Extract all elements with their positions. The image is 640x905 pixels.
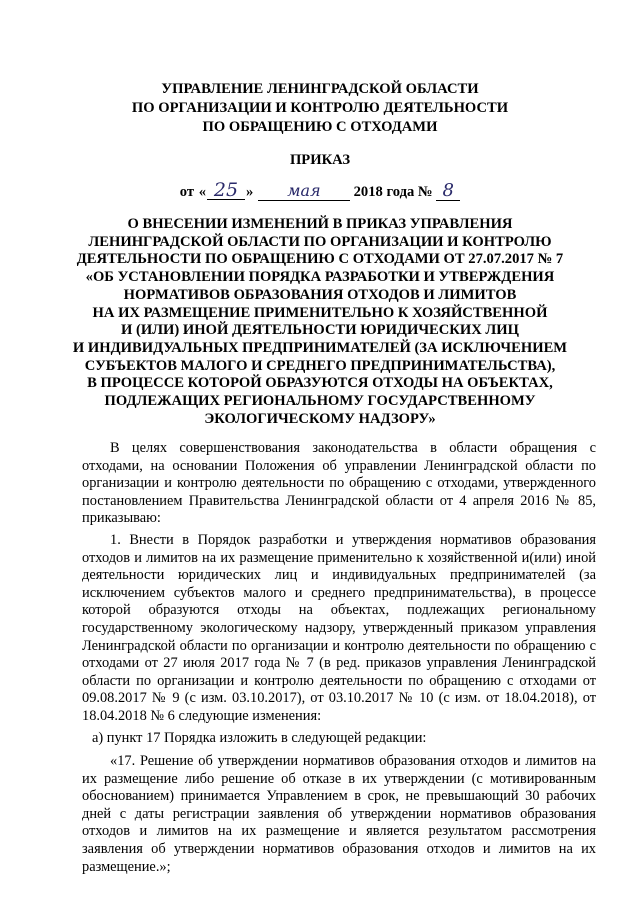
subject-line-3: ДЕЯТЕЛЬНОСТИ ПО ОБРАЩЕНИЮ С ОТХОДАМИ ОТ 27.07.2017 № 7 [76,251,564,268]
date-prefix: от [179,184,195,200]
year-text: 2018 года № [353,184,433,200]
subject-line-4: «ОБ УСТАНОВЛЕНИИ ПОРЯДКА РАЗРАБОТКИ И УТВЕРЖДЕНИЯ [85,269,555,286]
header-line-2: ПО ОРГАНИЗАЦИИ И КОНТРОЛЮ ДЕЯТЕЛЬНОСТИ [131,100,509,116]
subject-line-2: ЛЕНИНГРАДСКОЙ ОБЛАСТИ ПО ОРГАНИЗАЦИИ И КОНТРОЛЮ [88,233,552,250]
order-date-line [40,181,600,203]
order-subject [40,216,600,428]
subject-line-5: НОРМАТИВОВ ОБРАЗОВАНИЯ ОТХОДОВ И ЛИМИТОВ [123,286,517,303]
subject-line-8: И ИНДИВИДУАЛЬНЫХ ПРЕДПРИНИМАТЕЛЕЙ (ЗА ИСКЛЮЧЕНИЕМ [72,339,568,356]
quote-close: » [246,184,254,200]
handwritten-month: мая [258,182,350,201]
order-title: ПРИКАЗ [289,152,351,168]
subject-line-6: НА ИХ РАЗМЕЩЕНИЕ ПРИМЕНИТЕЛЬНО К ХОЗЯЙСТВЕННОЙ [92,304,548,321]
subject-line-11: ПОДЛЕЖАЩИХ РЕГИОНАЛЬНОМУ ГОСУДАРСТВЕННОМУ [104,393,536,410]
subject-line-10: В ПРОЦЕССЕ КОТОРОЙ ОБРАЗУЮТСЯ ОТХОДЫ НА ОБЪЕКТАХ, [87,375,553,392]
handwritten-order-number: 8 [436,182,460,201]
order-body [82,440,596,880]
organization-header [40,80,600,137]
subject-line-1: О ВНЕСЕНИИ ИЗМЕНЕНИЙ В ПРИКАЗ УПРАВЛЕНИЯ [127,216,513,232]
item-1-paragraph: 1. Внести в Порядок разработки и утверждения нормативов образования отходов и лимитов на их размещение применительно к хозяйственной и(или) иной деятельности юридических лиц и индивидуальных предпринимателей (за исключением субъектов малого и среднего предпринимательства), в процессе которой образуются отходы на объектах, подлежащих региональному государственному экологическому надзору, утвержденный приказом управления Ленинградской области по организации и контролю деятельности по обращению с отходами от 27 июля 2017 года № 7 (в ред. приказов управления Ленинградской области по организации и контролю деятельности по обращению с отходами от 09.08.2017 № 9 (с изм. 03.10.2017), от 03.10.2017 № 10 (с изм. от 18.04.2018), от 18.04.2018 № 6 следующие изменения: [82,531,596,724]
item-a-paragraph: а) пункт 17 Порядка изложить в следующей редакции: [92,729,427,746]
subject-line-7: И (ИЛИ) ИНОЙ ДЕЯТЕЛЬНОСТИ ЮРИДИЧЕСКИХ ЛИЦ [120,322,520,339]
clause-17-paragraph: «17. Решение об утверждении нормативов образования отходов и лимитов на их размещение либо решение об отказе в их утверждении (с мотивированным обоснованием) принимается Управлением в срок, не превышающий 30 рабочих дней с даты регистрации заявления об утверждении нормативов образования отходов и лимитов на их размещение и является результатом рассмотрения заявления об утверждении нормативов образования отходов и лимитов на их размещение.»; [82,753,596,875]
header-line-3: ПО ОБРАЩЕНИЮ С ОТХОДАМИ [202,119,438,135]
quote-open: « [198,184,206,200]
subject-line-12: ЭКОЛОГИЧЕСКОМУ НАДЗОРУ» [204,410,436,427]
header-line-1: УПРАВЛЕНИЕ ЛЕНИНГРАДСКОЙ ОБЛАСТИ [161,81,479,97]
subject-line-9: СУБЪЕКТОВ МАЛОГО И СРЕДНЕГО ПРЕДПРИНИМАТЕЛЬСТВА), [84,357,556,374]
handwritten-day: 25 [207,181,245,200]
intro-paragraph: В целях совершенствования законодательства в области обращения с отходами, на основании Положения об управлении Ленинградской области по организации и контролю деятельности по обращению с отходами, утвержденного постановлением Правительства Ленинградской области от 4 апреля 2016 № 85, приказываю: [82,440,596,527]
